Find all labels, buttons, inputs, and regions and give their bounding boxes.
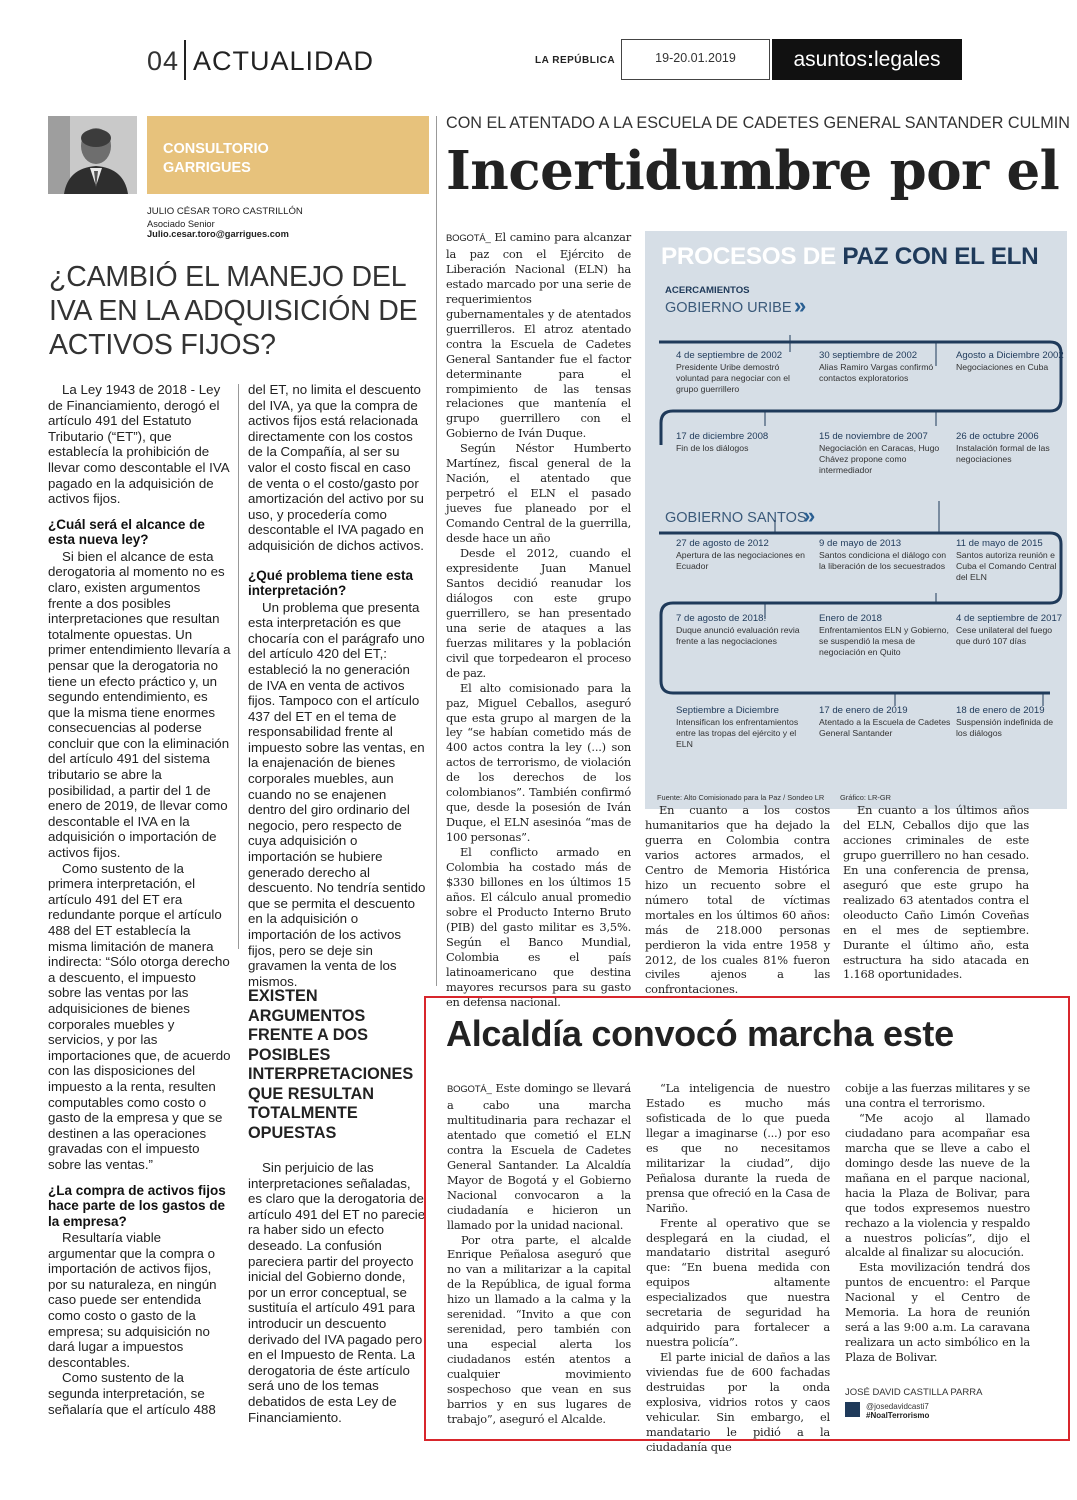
paragraph: El parte inicial de daños a las viviendas fue de 600 fachadas destruidas por la onda explosiva, vidrios rotos y caos vehicular. Sin embargo, el mandatario le pidió a la ciudadanía que <box>646 1350 830 1454</box>
event-text: Cese unilateral del fuego que duró 107 días <box>956 625 1053 646</box>
paragraph: El conflicto armado en Colombia ha costado más de $330 billones en los últimos 15 años. El cálculo anual promedio sobre el Producto Interno Bruto (PIB) del gasto militar es 3,5%. Según el Banco Mundial, Colombia es el país latinoamericano que destina mayores recursos para su gasto en defensa nacional. <box>446 845 631 1009</box>
paragraph <box>447 1081 631 1233</box>
timeline-event <box>819 613 954 658</box>
section-title: ACTUALIDAD <box>193 46 375 76</box>
consultorio-col-1 <box>48 382 231 1417</box>
author-role: Asociado Senior <box>147 219 215 229</box>
timeline-event <box>819 538 954 572</box>
infographic <box>645 231 1067 809</box>
consultorio-banner <box>147 116 429 194</box>
author-name: JULIO CÉSAR TORO CASTRILLÓN <box>147 206 303 217</box>
event-date: 4 de septiembre de 2017 <box>956 613 1063 624</box>
timeline-event <box>676 350 811 395</box>
consultorio-col-2 <box>248 382 426 989</box>
timeline-event <box>819 431 954 476</box>
event-date: 9 de mayo de 2013 <box>819 538 902 549</box>
paragraph: Desde el 2012, cuando el expresidente Juan Manuel Santos decidió reanudar los diálogos con este grupo guerrillero, se han presentado una serie de ataques a las fuerzas militares y la población civil que torpedearon el proceso de paz. <box>446 546 631 680</box>
section-rule <box>436 116 437 986</box>
paragraph: Resultaría viable argumentar que la compra o importación de activos fijos, por su naturaleza, en ningún caso puede ser entendida como costo o gasto de la empresa; su adquisición no dará lugar a impuestos descontables. <box>48 1230 217 1370</box>
column-rule <box>238 384 239 949</box>
event-text: Duque anunció evaluación revia frente a las negociaciones <box>676 625 800 646</box>
event-text: Santos condiciona el diálogo con la liberación de los secuestrados <box>819 550 947 571</box>
author-photo <box>48 116 137 194</box>
paragraph: Sin perjuicio de las interpretaciones señaladas, es claro que la derogatoria del artículo 491 del ET no parecie ra haber sido un efecto deseado. La confusión pareciera partir del proyecto inicial del Gobierno donde, por un error conceptual, se sustituía el artículo 491 para introducir un descuento derivado del IVA pagado pero en el Impuesto de Renta. La derogatoria de éste artículo será uno de los temas debatidos de esta Ley de Financiamiento. <box>248 1160 427 1425</box>
consultorio-title: ¿CAMBIÓ EL MANEJO DEL IVA EN LA ADQUISICIÓN DE ACTIVOS FIJOS? <box>49 261 418 361</box>
header-divider <box>184 40 186 80</box>
byline: JOSÉ DAVID CASTILLA PARRA <box>845 1387 983 1398</box>
chevron-right-icon: » <box>803 503 812 528</box>
event-text: Apertura de las negociaciones en Ecuador <box>676 550 805 571</box>
event-date: 4 de septiembre de 2002 <box>676 350 783 361</box>
dateline: BOGOTÁ_ <box>446 233 491 244</box>
author-email: Julio.cesar.toro@garrigues.com <box>147 229 289 239</box>
infographic-title-part2: PAZ CON EL ELN <box>842 243 1039 270</box>
infographic-credit: Gráfico: LR-GR <box>840 793 891 802</box>
timeline-event <box>956 431 1064 465</box>
supplement-left: asuntos <box>793 48 867 71</box>
second-article-col-3 <box>845 1081 1030 1365</box>
event-text: Enfrentamientos ELN y Gobierno, se suspendió la mesa de negociación en Quito <box>819 625 949 657</box>
subheading: ¿Cuál será el alcance de esta nueva ley? <box>48 516 205 548</box>
second-article-col-1 <box>447 1081 631 1427</box>
dateline: BOGOTÁ_ <box>447 1084 492 1095</box>
paragraph: Si bien el alcance de esta derogatoria al momento no es claro, existen argumentos frente a dos posibles interpretaciones que resultan totalmente opuestas. Un primer entendimiento llevaría a pensar que la derogatoria no tiene un efecto práctico y, un segundo entendimiento, es que la misma tiene enormes consecuencias al poderse concluir que con la eliminación del artículo 491 del sistema tributario se abre la posibilidad, a partir del 1 de enero de 2019, de llevar como descontable el IVA en la adquisición o importación de activos fijos. <box>48 548 231 861</box>
main-headline: Incertidumbre por el <box>446 140 1060 202</box>
kicker: CON EL ATENTADO A LA ESCUELA DE CADETES GENERAL SANTANDER CULMIN <box>446 114 1070 132</box>
event-text: Instalación formal de las negociaciones <box>956 443 1050 464</box>
paragraph: En cuanto a los costos humanitarios que ha dejado la guerra en Colombia contra varios actores armados, el Centro de Memoria Histórica hizo un recuento sobre el número total de víctimas mortales en los últimos 60 años: más de 218.000 personas perdieron la vida entre 1958 y 2012, de los cuales 81% fueron civiles ajenos a las confrontaciones. <box>645 803 830 997</box>
event-date: 18 de enero de 2019 <box>956 705 1045 716</box>
timeline-event <box>956 613 1064 647</box>
supplement-sep: : <box>867 48 874 71</box>
section-uribe: GOBIERNO URIBE <box>665 300 792 316</box>
hashtag: #NoalTerrorismo <box>866 1411 930 1420</box>
consultorio-label-2: GARRIGUES <box>163 160 251 176</box>
timeline-event <box>676 538 811 572</box>
paragraph: Como sustento de la segunda interpretación, se señalaría que el artículo 488 <box>48 1370 216 1417</box>
paragraph: La Ley 1943 de 2018 - Ley de Financiamiento, derogó el artículo 491 del Estatuto Tributario (“ET”), que establecía la prohibición de llevar como descontable el IVA pagado en la adquisición de activos fijos. <box>48 382 229 507</box>
section-santos: GOBIERNO SANTOS <box>665 510 807 526</box>
event-text: Intensifican los enfrentamientos entre las tropas del ejército y el ELN <box>676 717 799 749</box>
infographic-source: Fuente: Alto Comisionado para la Paz / Sondeo LR <box>657 793 825 802</box>
event-text: Negociaciones en Cuba <box>956 362 1049 372</box>
timeline-event <box>819 350 954 384</box>
event-date: 30 septiembre de 2002 <box>819 350 918 361</box>
paragraph: Por otra parte, el alcalde Enrique Peñalosa aseguró que no van a militarizar a la capital de la República, de igual forma hizo un llamado a la calma y la serenidad. “Invito a que con serenidad, pero también con una especial alerta los ciudadanos estén atentos a cualquier movimiento sospechoso que vean en sus barrios y en sus lugares de trabajo”, aseguró el Alcalde. <box>447 1232 631 1426</box>
paragraph: Esta movilización tendrá dos puntos de encuentro: el Parque Nacional y el Centro de Memoria. La hora de reunión será a las 9:00 a.m. La caravana realizara un acto simbólico en la Plaza de Bolivar. <box>845 1260 1030 1365</box>
event-date: 11 de mayo de 2015 <box>956 538 1043 549</box>
main-article-col-2 <box>645 803 830 997</box>
supplement-logo <box>772 39 962 80</box>
subheading: ¿Qué problema tiene esta interpretación? <box>248 567 414 599</box>
event-text: Santos autoriza reunión e Cuba el Comando Central del ELN <box>956 550 1057 582</box>
event-text: Presidente Uribe demostró voluntad para negociar con el grupo guerrillero <box>676 362 790 394</box>
timeline-event <box>956 705 1064 739</box>
newspaper-name: LA REPÚBLICA <box>535 55 616 66</box>
event-date: Enero de 2018 <box>819 613 882 624</box>
paragraph: En cuanto a los últimos años del ELN, Ceballos dijo que las acciones criminales de este grupo guerrillero no han cesado. En una conferencia de prensa, aseguró que este grupo ha realizado 63 atentados contra el oleoducto Caño Limón Coveñas en el mes de septiembre. Durante el último año, esta estructura ha sido atacada en 1.168 oportunidades. <box>843 803 1029 982</box>
issue-date: 19-20.01.2019 <box>655 51 736 65</box>
timeline-event <box>676 431 811 454</box>
paragraph: “Me acojo al llamado ciudadano para acompañar esa marcha que se lleve a cabo el domingo desde las nueve de la mañana en el parque nacional, hacia la Plaza de Bolivar, para que todos expresemos nuestro rechazo a la violencia y respaldo a nuestros policías”, dijo el alcalde al finalizar su alocución. <box>845 1110 1030 1260</box>
event-text: Fin de los diálogos <box>676 443 749 453</box>
infographic-subheader: ACERCAMIENTOS <box>665 285 750 296</box>
paragraph: cobije a las fuerzas militares y se una contra el terrorismo. <box>845 1081 1030 1110</box>
event-date: 7 de agosto de 2018: <box>676 613 767 624</box>
main-article-col-3 <box>843 803 1029 982</box>
timeline-event <box>956 350 1064 373</box>
event-date: 27 de agosto de 2012 <box>676 538 769 549</box>
paragraph-text: Este domingo se llevará a cabo una marcha multitudinaria para rechazar el atentado que cometió el ELN contra la Escuela de Cadetes General Santander. La Alcaldía Mayor de Bogotá y el Gobierno Nacional convocaron a la ciudadanía e hicieron un llamado por la unidad nacional. <box>447 1081 632 1232</box>
subheading: ¿La compra de activos fijos hace parte de los gastos de la empresa? <box>48 1182 226 1229</box>
event-date: Septiembre a Diciembre <box>676 705 779 716</box>
main-article-col-1 <box>446 230 631 1010</box>
timeline-event <box>676 613 811 647</box>
author-portrait-icon <box>48 116 137 194</box>
paragraph: Como sustento de la primera interpretación, el artículo 491 del ET era redundante porque el artículo 488 del ET establecía la misma limitación de manera indirecta: “Sólo otorga derecho a descuento, el impuesto sobre las ventas por las adquisiciones de bienes corporales muebles y servicios, y por las importaciones que, de acuerdo con las disposiciones del impuesto a la renta, resulten computables como costo o gasto de la empresa y que se destinen a las operaciones gravadas con el impuesto sobre las ventas.” <box>48 860 231 1172</box>
pull-quote: EXISTEN ARGUMENTOS FRENTE A DOS POSIBLES INTERPRETACIONES QUE RESULTAN TOTALMENTE OPUESTAS <box>248 987 414 1142</box>
paragraph: del ET, no limita el descuento del IVA, ya que la compra de activos fijos está relacionada directamente con los costos de la Compañía, al ser su valor el costo fiscal en caso de venta o el costo/gasto por amortización del activo por su uso, y procedería como descontable el IVA pagado en adquisición de dichos activos. <box>248 382 424 553</box>
second-article-col-2 <box>646 1081 830 1455</box>
event-text: Atentado a la Escuela de Cadetes General Santander <box>819 717 951 738</box>
infographic-title-part1: PROCESOS DE <box>661 243 843 270</box>
paragraph: Un problema que presenta esta interpretación es que chocaría con el parágrafo uno del artículo 420 del ET,: estableció la no generación de IVA en venta de activos fijos. Tampoco con el artículo 437 del ET en el tema de responsabilidad frente al impuesto sobre las ventas, en la enajenación de bienes corporales muebles, aun cuando no se enajenen dentro del giro ordinario del negocio, pero respecto de cuya adquisición o importación se hubiere generado derecho al descuento. No tendría sentido que se permita el descuento en la adquisición o importación de los activos fijos, pero se deje sin gravamen la venta de los mismos. <box>248 599 426 989</box>
paragraph: El alto comisionado para la paz, Miguel Ceballos, aseguró que esta grupo al margen de la ley “se habían cometido más de 400 actos contra la ley (...) son actos de terrorismo, de violación de los derechos de los colombianos”. También confirmó que, desde la posesión de Iván Duque, el ELN asesinóa “mas de 100 personas”. <box>446 680 631 845</box>
event-date: Agosto a Diciembre 2002 <box>956 350 1064 361</box>
paragraph: Según Néstor Humberto Martínez, fiscal general de la Nación, el atentado que perpetró el ELN el pasado jueves fue planeado por el Comando Central de la guerrilla, desde hace un año <box>446 441 631 546</box>
timeline-event <box>956 538 1058 583</box>
supplement-right: legales <box>874 48 941 71</box>
paragraph-text: El camino para alcanzar la paz con el Ejército de Liberación Nacional (ELN) ha estado marcado por una serie de requerimientos gubernamentales y de atentados guerrilleros. El atroz atentado contra la Escuela de Cadetes General Santander fue el factor determinante para el rompimiento de las tensas relaciones que mantenía el grupo guerrillero con el Gobierno de Iván Duque. <box>446 230 632 441</box>
timeline-event <box>676 705 811 750</box>
event-text: Suspensión indefinida de los diálogos <box>956 717 1054 738</box>
timeline-event <box>819 705 954 739</box>
event-text: Alias Ramiro Vargas confirmó contactos exploratorios <box>819 362 934 383</box>
event-date: 17 de enero de 2019 <box>819 705 908 716</box>
event-date: 26 de octubre 2006 <box>956 431 1039 442</box>
event-text: Negociación en Caracas, Hugo Chávez propone como intermediador <box>819 443 940 475</box>
twitter-icon <box>845 1402 860 1417</box>
page-number: 04 <box>147 46 180 76</box>
consultorio-label-1: CONSULTORIO <box>163 141 269 157</box>
chevron-right-icon: » <box>794 293 803 318</box>
second-headline: Alcaldía convocó marcha este <box>446 1013 954 1054</box>
author-handle: @josedavidcasti7 <box>866 1402 929 1411</box>
consultorio-col-2-bottom <box>248 1160 428 1425</box>
event-date: 17 de diciembre 2008 <box>676 431 769 442</box>
paragraph: “La inteligencia de nuestro Estado es mucho más sofisticada de lo que pueda llegar a imaginarse (...) por eso es que no necesitamos militarizar la ciudad”, dijo Peñalosa durante la rueda de prensa que ofreció en la Casa de Nariño. <box>646 1081 830 1215</box>
paragraph: Frente al operativo que se desplegará en la ciudad, el mandatario distrital aseguró que: “En buena medida con equipos altamente especializados que nuestra secretaria de seguridad ha adquirido para fortalecer a nuestra policía”. <box>646 1215 830 1350</box>
paragraph <box>446 230 631 441</box>
event-date: 15 de noviembre de 2007 <box>819 431 928 442</box>
